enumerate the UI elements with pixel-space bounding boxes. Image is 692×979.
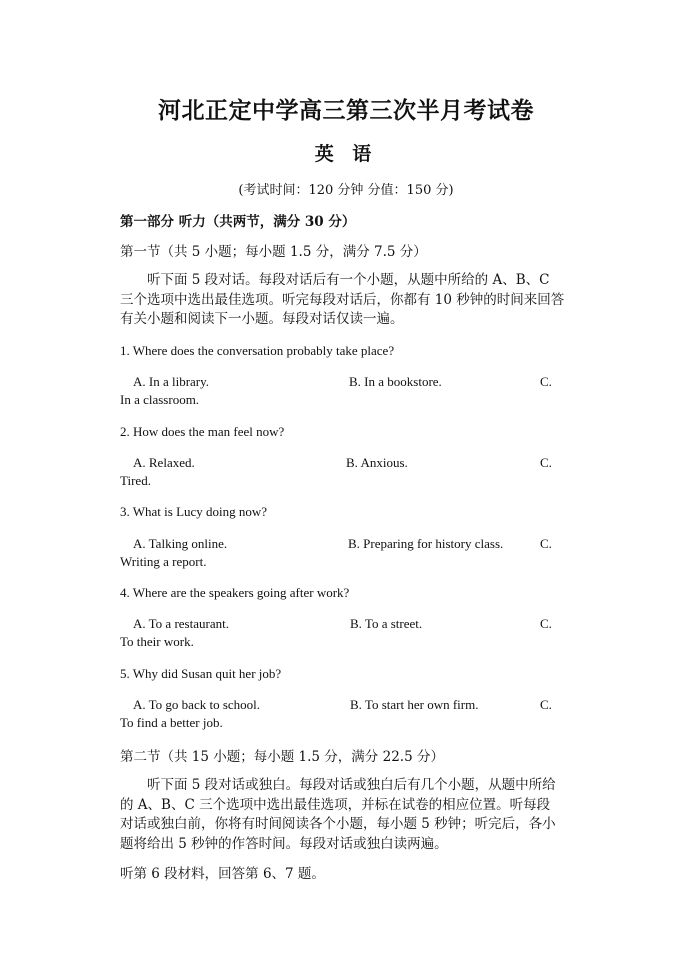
question-5-option-b: B. To start her own firm. (350, 697, 479, 712)
question-5-option-c-text: To find a better job. (120, 715, 223, 730)
section-one-instructions (120, 271, 572, 330)
instruction-line: 听下面 5 段对话。每段对话后有一个小题，从题中所给的 A、B、C (147, 272, 550, 288)
section-one-heading: 第一节（共 5 小题；每小题 1.5 分，满分 7.5 分） (120, 244, 427, 260)
question-1-option-b: B. In a bookstore. (349, 374, 442, 389)
question-1-option-c-text: In a classroom. (120, 392, 200, 407)
instruction-line: 三个选项中选出最佳选项。听完每段对话后，你都有 10 秒钟的时间来回答 (120, 291, 565, 308)
instruction-line: 有关小题和阅读下一小题。每段对话仅读一遍。 (120, 311, 404, 327)
exam-meta: (考试时间：120 分钟 分值：150 分) (238, 183, 454, 198)
instruction-line: 的 A、B、C 三个选项中选出最佳选项，并标在试卷的相应位置。听每段 (120, 796, 551, 813)
instruction-line: 题将给出 5 秒钟的作答时间。每段对话或独白读两遍。 (120, 835, 448, 852)
question-4-option-a: A. To a restaurant. (133, 616, 229, 631)
question-1-text: 1. Where does the conversation probably take place? (120, 343, 395, 358)
question-3-option-b: B. Preparing for history class. (348, 536, 504, 551)
question-3-option-c-label: C. (540, 536, 552, 551)
subject-title: 英 语 (314, 143, 378, 165)
question-2-option-b: B. Anxious. (346, 455, 408, 470)
question-2-option-c-text: Tired. (120, 473, 151, 488)
exam-title: 河北正定中学高三第三次半月考试卷 (158, 97, 534, 124)
question-4-text: 4. Where are the speakers going after work? (120, 585, 350, 600)
question-1-option-a: A. In a library. (133, 374, 210, 389)
section-two-instructions (120, 776, 572, 854)
question-3-text: 3. What is Lucy doing now? (120, 504, 268, 519)
instruction-line: 对话或独白前，你将有时间阅读各个小题，每小题 5 秒钟；听完后，各小 (120, 816, 556, 832)
question-4-option-b: B. To a street. (350, 616, 423, 631)
question-5-text: 5. Why did Susan quit her job? (120, 666, 282, 681)
question-3-option-a: A. Talking online. (133, 536, 228, 551)
question-2-text: 2. How does the man feel now? (120, 424, 285, 439)
question-2-option-c-label: C. (540, 455, 552, 470)
section-two-heading: 第二节（共 15 小题；每小题 1.5 分，满分 22.5 分） (120, 749, 444, 765)
question-2-option-a: A. Relaxed. (133, 455, 195, 470)
instruction-line: 听下面 5 段对话或独白。每段对话或独白后有几个小题，从题中所给 (147, 777, 556, 793)
material-note: 听第 6 段材料，回答第 6、7 题。 (120, 866, 325, 882)
question-4-option-c-text: To their work. (120, 634, 194, 649)
question-4-option-c-label: C. (540, 616, 552, 631)
question-3-option-c-text: Writing a report. (120, 554, 207, 569)
question-1-option-c-label: C. (540, 374, 552, 389)
part-one-heading: 第一部分 听力（共两节，满分 30 分） (120, 214, 356, 230)
question-5-option-a: A. To go back to school. (133, 697, 261, 712)
question-5-option-c-label: C. (540, 697, 552, 712)
